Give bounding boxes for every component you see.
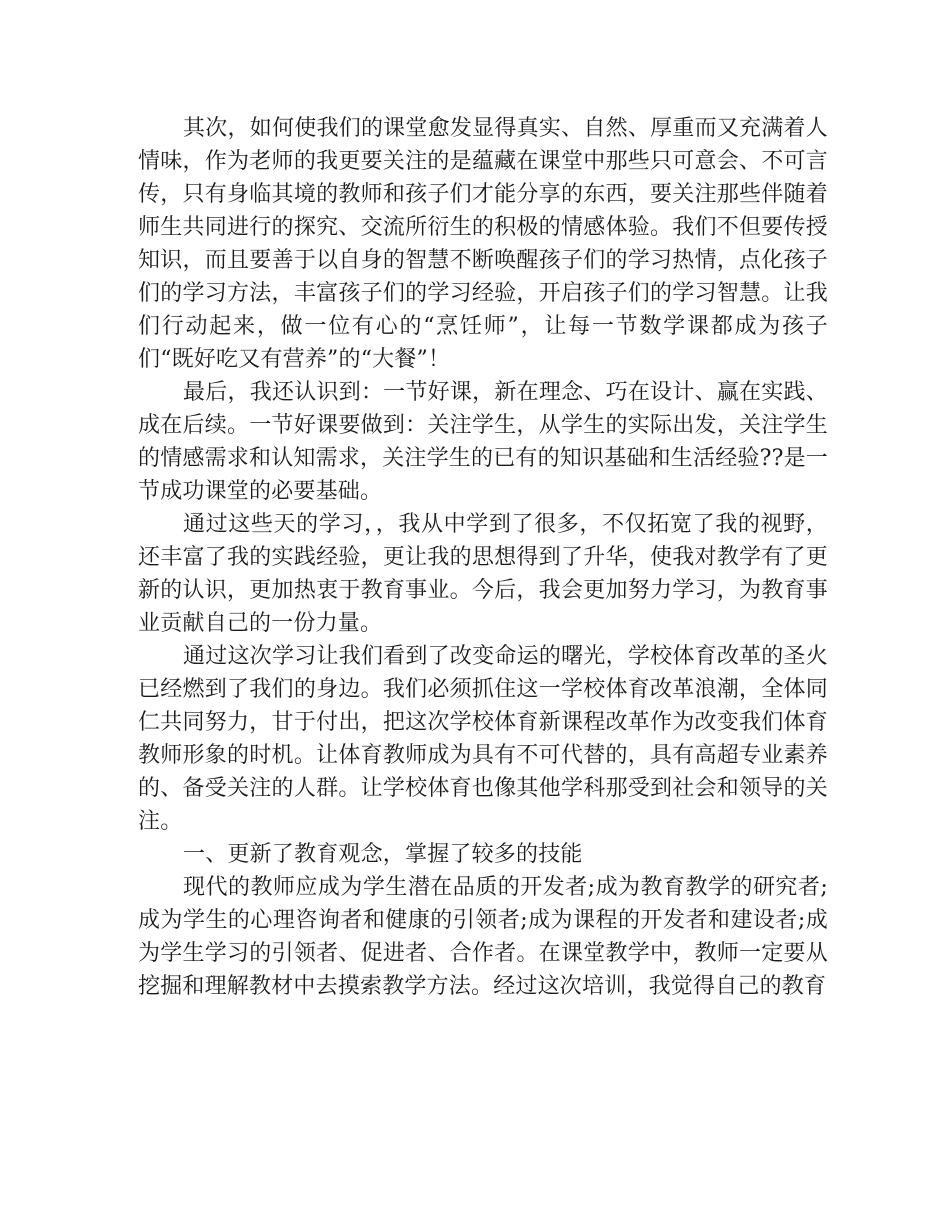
paragraph-cooking-teacher: 其次，如何使我们的课堂愈发显得真实、自然、厚重而又充满着人情味，作为老师的我更要关注的是蕴藏在课堂中那些只可意会、不可言传，只有身临其境的教师和孩子们才能分享的东西，要关注那些伴随着师生共同进行的探究、交流所衍生的积极的情感体验。我们不但要传授知识，而且要善于以自身的智慧不断唤醒孩子们的学习热情，点化孩子们的学习方法，丰富孩子们的学习经验，开启孩子们的学习智慧。让我们行动起来，做一位有心的“烹饪师”，让每一节数学课都成为孩子们“既好吃又有营养”的“大餐”！	[138, 116, 828, 372]
paragraph-good-lesson: 最后，我还认识到：一节好课，新在理念、巧在设计、赢在实践、成在后续。一节好课要做到：关注学生，从学生的实际出发，关注学生的情感需求和认知需求，关注学生的已有的知识基础和生活经验??是一节成功课堂的必要基础。	[138, 380, 828, 504]
paragraph-modern-teacher: 现代的教师应成为学生潜在品质的开发者;成为教育教学的研究者;成为学生的心理咨询者和健康的引领者;成为课程的开发者和建设者;成为学生学习的引领者、促进者、合作者。在课堂教学中，教师一定要从挖掘和理解教材中去摸索教学方法。经过这次培训，我觉得自己的教育	[138, 875, 828, 999]
section-heading: 一、更新了教育观念，掌握了较多的技能	[183, 842, 583, 867]
paragraph-learning-gains: 通过这些天的学习，，我从中学到了很多，不仅拓宽了我的视野，还丰富了我的实践经验，更让我的思想得到了升华，使我对教学有了更新的认识，更加热衷于教育事业。今后，我会更加努力学习，为教育事业贡献自己的一份力量。	[138, 512, 828, 636]
document-body	[138, 112, 828, 1003]
paragraph-pe-reform: 通过这次学习让我们看到了改变命运的曙光，学校体育改革的圣火已经燃到了我们的身边。我们必须抓住这一学校体育改革浪潮，全体同仁共同努力，甘于付出，把这次学校体育新课程改革作为改变我们体育教师形象的时机。让体育教师成为具有不可代替的，具有高超专业素养的、备受关注的人群。让学校体育也像其他学科那受到社会和领导的关注。	[138, 644, 828, 834]
